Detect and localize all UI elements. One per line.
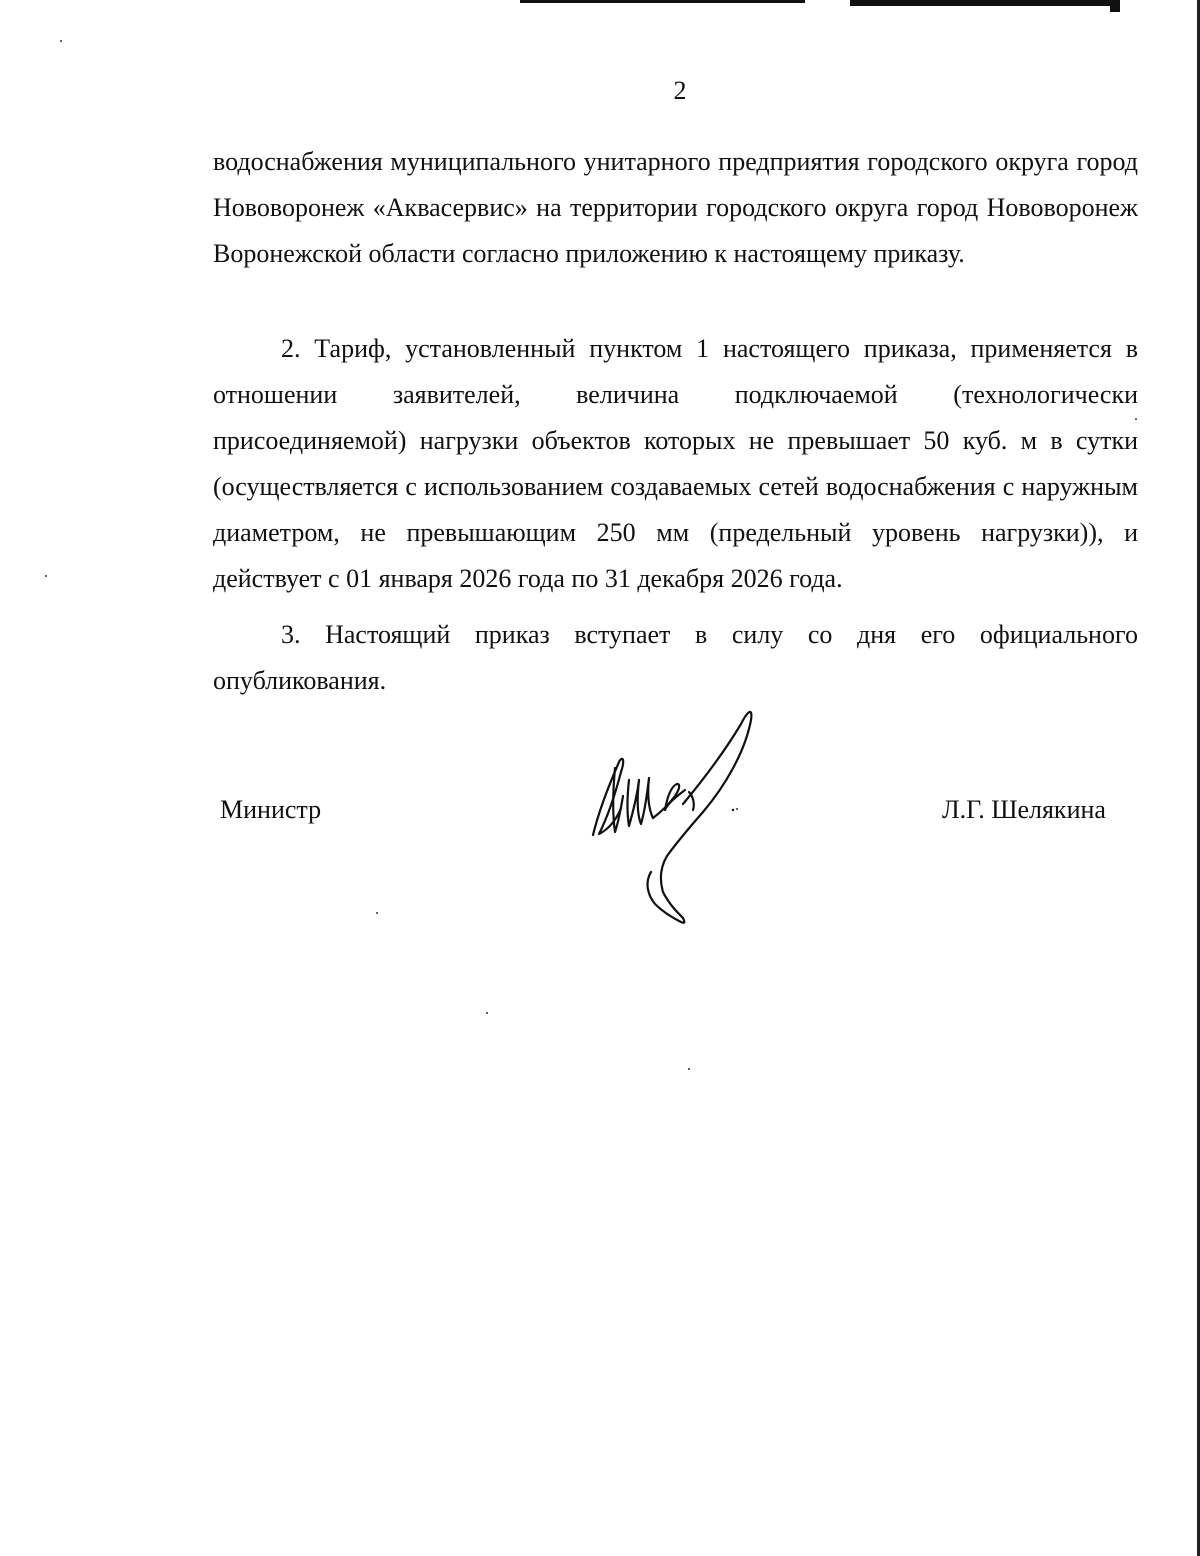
page-number: 2 — [673, 76, 687, 105]
paragraph-text: водоснабжения муниципального унитарного предприятия городского округа город Нововоронеж «Аквасервис» на территории городского округа город Нововоронеж Воронежской области согласно приложению к настоящему приказу. — [213, 147, 1138, 268]
paragraph-text: 2. Тариф, установленный пунктом 1 настоящего приказа, применяется в отношении заявителей, величина подключаемой (технологически присоединяемой) нагрузки объектов которых не превышает 50 куб. м в сутки (осуществляется с использованием создаваемых сетей водоснабжения с наружным диаметром, не превышающим 250 мм (предельный уровень нагрузки)), и действует с 01 января 2026 года по 31 декабря 2026 года. — [213, 334, 1138, 593]
paragraph-effective-date — [213, 612, 1138, 704]
scan-speck — [688, 1068, 690, 1070]
paragraph-continuation — [213, 139, 1138, 277]
scan-speck — [60, 40, 62, 42]
signer-position: Министр — [220, 795, 322, 824]
scan-speck — [1135, 418, 1137, 420]
scan-speck — [736, 808, 738, 810]
scan-speck — [376, 912, 378, 914]
scan-edge-mark — [520, 0, 805, 3]
scan-edge-mark — [850, 0, 1110, 6]
handwritten-signature — [585, 700, 765, 930]
paragraph-text: 3. Настоящий приказ вступает в силу со дня его официального опубликования. — [213, 620, 1138, 695]
scan-edge-mark — [1110, 0, 1120, 12]
signer-name: Л.Г. Шелякина — [942, 795, 1106, 824]
scan-speck — [486, 1012, 488, 1014]
scan-speck — [45, 575, 47, 577]
paragraph-tariff-scope — [213, 326, 1138, 602]
